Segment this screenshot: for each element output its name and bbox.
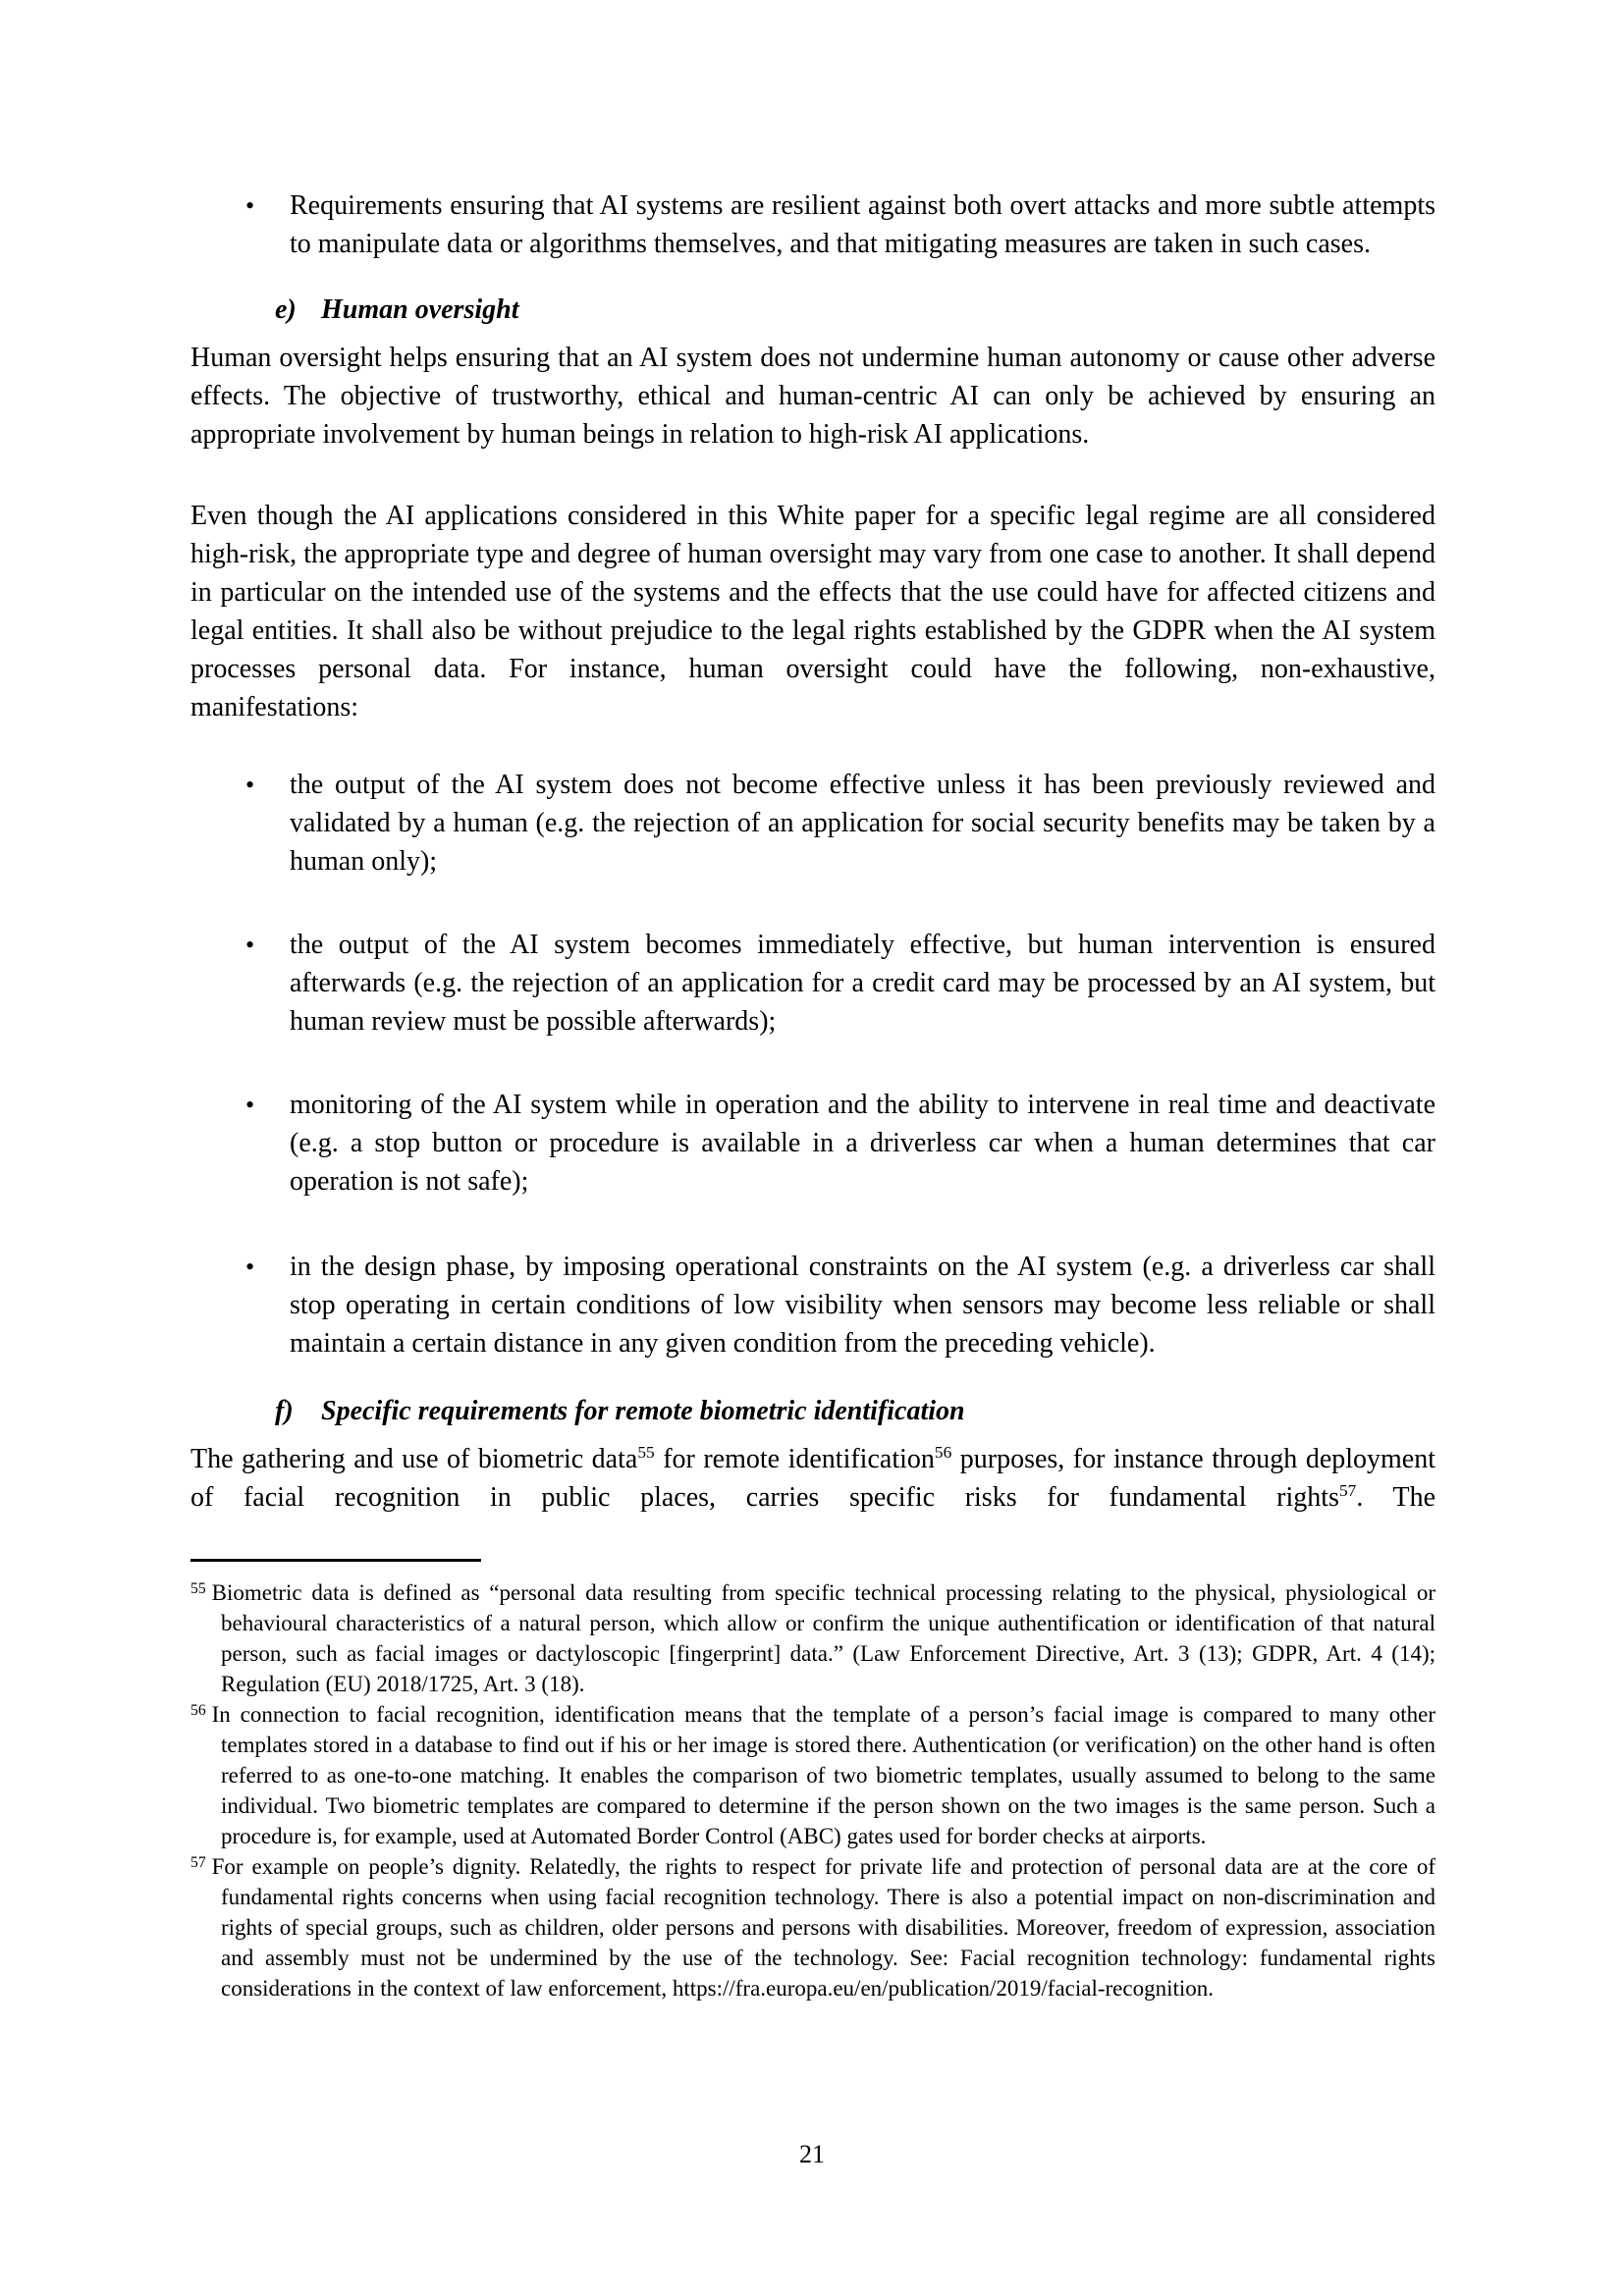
section-heading-f	[190, 1392, 1435, 1430]
section-letter: e)	[275, 294, 297, 325]
paragraph-human-oversight-1: Human oversight helps ensuring that an AI system does not undermine human autonomy or cause other adverse effects. The objective of trustworthy, ethical and human-centric AI can only be achieved by ensuring an appropriate involvement by human beings in relation to high-risk AI applications.	[190, 343, 1435, 450]
footnote-number: 57	[190, 1853, 206, 1871]
paragraph-text: . The	[1356, 1482, 1435, 1513]
bullet-text: the output of the AI system does not become effective unless it has been previously reviewed and validated by a human (e.g. the rejection of an application for social security benefits may be taken by a human only);	[290, 770, 1435, 877]
footnote-ref-55: 55	[637, 1443, 655, 1463]
footnote-55	[190, 1577, 1435, 1699]
intro-bullet-text: Requirements ensuring that AI systems are resilient against both overt attacks and more subtle attempts to manipulate data or algorithms themselves, and that mitigating measures are taken in such cases.	[290, 190, 1435, 259]
paragraph-biometric	[190, 1440, 1435, 1517]
page-content	[190, 0, 1435, 2003]
bullet-item	[190, 1086, 1435, 1201]
bullet-icon: •	[245, 1091, 255, 1119]
footnote-text: In connection to facial recognition, identification means that the template of a person’s facial image is compared to many other templates stored in a database to find out if his or her image is stored there. Authentication (or verification) on the other hand is often referred to as one-to-one matching. It enables the comparison of two biometric templates, usually assumed to belong to the same individual. Two biometric templates are compared to determine if the person shown on the two images is the same person. Such a procedure is, for example, used at Automated Border Control (ABC) gates used for border checks at airports.	[211, 1702, 1435, 1848]
bullet-icon: •	[245, 771, 255, 799]
bullet-item	[190, 926, 1435, 1041]
intro-bullet-item	[190, 187, 1435, 263]
bullet-text: monitoring of the AI system while in operation and the ability to intervene in real time and deactivate (e.g. a stop button or procedure is available in a driverless car when a human determines that car operation is not safe);	[290, 1090, 1435, 1197]
footnote-text: For example on people’s dignity. Relatedly, the rights to respect for private life and protection of personal data are at the core of fundamental rights concerns when using facial recognition technology. There is also a potential impact on non-discrimination and rights of special groups, such as children, older persons and persons with disabilities. Moreover, freedom of expression, association and assembly must not be undermined by the use of the technology. See: Facial recognition technology: fundamental rights considerations in the context of law enforcement,	[211, 1854, 1435, 2001]
footnote-ref-56: 56	[934, 1443, 952, 1463]
paragraph-text: for remote identification	[654, 1444, 935, 1474]
paragraph-text: purposes, for instance through deployment of facial recognition in public places, carries specific risks for fundamental rights	[190, 1444, 1436, 1513]
footnote-57	[190, 1851, 1435, 2003]
section-heading-e	[190, 291, 1435, 329]
section-title: Specific requirements for remote biometric identification	[321, 1396, 965, 1426]
page-number: 21	[799, 2140, 825, 2168]
footnotes-section	[190, 1577, 1435, 2003]
footnote-number: 56	[190, 1701, 206, 1719]
paragraph-text: The gathering and use of biometric data	[190, 1444, 638, 1474]
bullet-item	[190, 1248, 1435, 1362]
bullet-text: the output of the AI system becomes immediately effective, but human intervention is ensured afterwards (e.g. the rejection of an application for a credit card may be processed by an AI system, but human review must be possible afterwards);	[290, 930, 1435, 1037]
bullet-text: in the design phase, by imposing operational constraints on the AI system (e.g. a driverless car shall stop operating in certain conditions of low visibility when sensors may become less reliable or shall maintain a certain distance in any given condition from the preceding vehicle).	[290, 1252, 1435, 1359]
footnote-56	[190, 1699, 1435, 1851]
section-letter: f)	[275, 1396, 294, 1426]
footnote-number: 55	[190, 1579, 206, 1597]
footnote-ref-57: 57	[1338, 1481, 1357, 1501]
bullet-item	[190, 766, 1435, 881]
section-title: Human oversight	[321, 294, 519, 325]
bullet-icon: •	[245, 1253, 255, 1281]
bullet-icon: •	[245, 931, 255, 959]
footnote-url-link[interactable]: https://fra.europa.eu/en/publication/2019/facial-recognition.	[672, 1976, 1215, 2001]
bullet-icon: •	[245, 191, 255, 220]
footnote-separator	[190, 1559, 481, 1562]
paragraph-human-oversight-2: Even though the AI applications considered in this White paper for a specific legal regime are all considered high-risk, the appropriate type and degree of human oversight may vary from one case to another. It shall depend in particular on the intended use of the systems and the effects that the use could have for affected citizens and legal entities. It shall also be without prejudice to the legal rights established by the GDPR when the AI system processes personal data. For instance, human oversight could have the following, non-exhaustive, manifestations:	[190, 501, 1435, 722]
footnote-text: Biometric data is defined as “personal data resulting from specific technical processing relating to the physical, physiological or behavioural characteristics of a natural person, which allow or confirm the unique authentification or identification of that natural person, such as facial images or dactyloscopic [fingerprint] data.” (Law Enforcement Directive, Art. 3 (13); GDPR, Art. 4 (14); Regulation (EU) 2018/1725, Art. 3 (18).	[211, 1580, 1435, 1696]
